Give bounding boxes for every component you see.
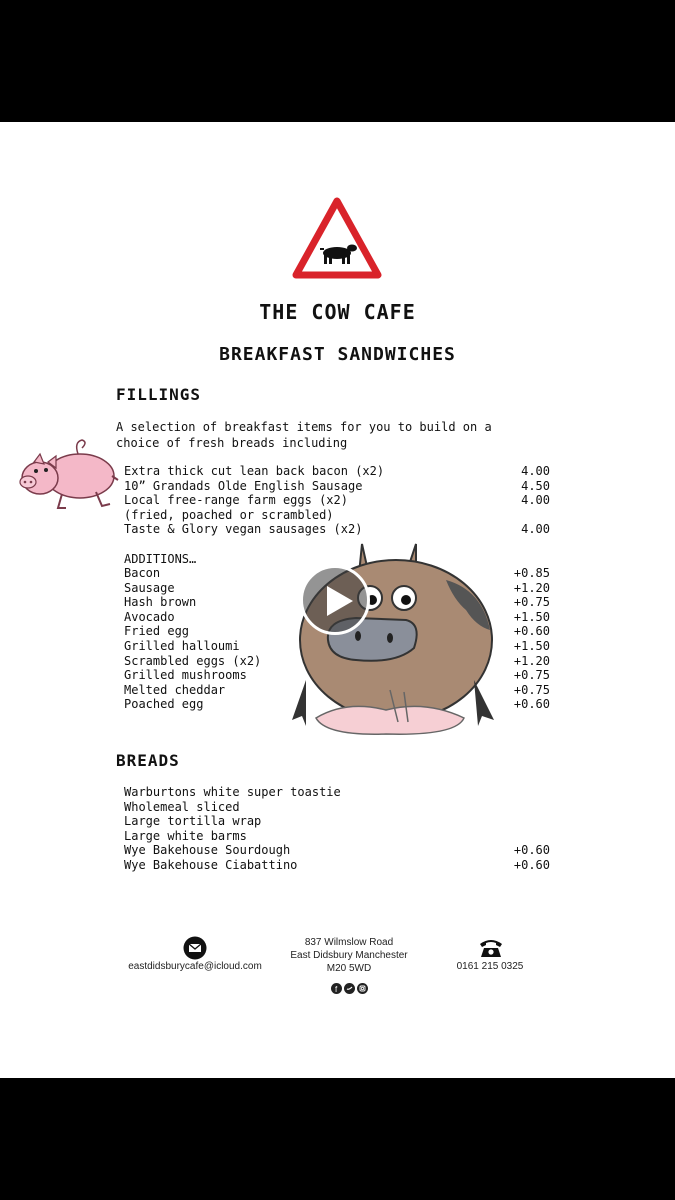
item-price: +0.75 [513,668,550,683]
item-price: +0.60 [513,858,550,872]
item-price: +0.85 [513,566,550,580]
item-price: 4.50 [521,478,550,493]
item-price: +1.50 [513,609,550,624]
item-name: Large tortilla wrap [124,814,262,829]
item-price: 4.00 [521,493,550,508]
menu-title: BREAKFAST SANDWICHES [219,344,456,365]
fillings-intro-line1: A selection of breakfast items for you to build on a [116,420,492,434]
item-name: Taste & Glory vegan sausages (x2) [124,522,363,537]
menu-row [124,654,550,669]
item-name: Hash brown [124,595,197,610]
menu-row [124,624,550,639]
twitter-icon[interactable] [344,983,355,994]
item-name: Local free-range farm eggs (x2) [124,493,348,508]
social-icons [331,983,371,995]
menu-row [124,683,550,698]
fillings-intro [116,419,536,451]
cow-warning-sign-icon [292,197,382,279]
menu-row [124,858,550,873]
menu-row [124,639,550,654]
item-price: +0.75 [513,595,550,610]
facebook-icon[interactable] [331,983,342,994]
menu-row [124,508,550,523]
menu-row [124,843,550,858]
email-text[interactable]: eastdidsburycafe@icloud.com [128,961,262,972]
address-line3: M20 5WD [326,963,372,974]
additions-heading-label: ADDITIONS… [124,552,197,566]
cafe-name: THE COW CAFE [259,300,416,324]
item-name: Extra thick cut lean back bacon (x2) [124,464,385,478]
item-name: Wye Bakehouse Ciabattino [124,858,298,872]
menu-row [124,464,550,479]
item-name: Wholemeal sliced [124,799,240,814]
svg-text:f: f [335,985,338,994]
telephone-icon [478,936,504,958]
item-price: +1.20 [513,580,550,595]
item-name: Bacon [124,566,161,580]
phone-text[interactable]: 0161 215 0325 [456,961,524,972]
fillings-intro-line2: choice of fresh breads including [116,436,348,450]
pig-illustration [12,436,120,514]
menu-row [124,800,550,815]
menu-row [124,522,550,537]
menu-row [124,668,550,683]
item-name: Wye Bakehouse Sourdough [124,843,291,858]
item-name: Large white barms [124,828,247,843]
address-line1: 837 Wilmslow Road [304,937,394,948]
item-name: Melted cheddar [124,682,226,697]
menu-row [124,595,550,610]
menu-row [124,610,550,625]
item-name: (fried, poached or scrambled) [124,507,334,522]
item-price: +1.50 [513,639,550,653]
fillings-heading: FILLINGS [116,385,202,404]
item-price: +0.60 [513,843,550,858]
item-name: Sausage [124,580,175,595]
breads-heading: BREADS [116,751,180,770]
menu-page [0,122,675,1078]
item-price: +1.20 [513,653,550,668]
menu-row [124,479,550,494]
address-block [264,936,434,975]
item-name: Grilled halloumi [124,639,240,653]
menu-row [124,785,550,800]
address-line2: East Didsbury Manchester [290,950,408,961]
instagram-icon[interactable] [357,983,368,994]
menu-row [124,581,550,596]
item-price: +0.75 [513,682,550,697]
item-name: Avocado [124,609,175,624]
menu-row [124,697,550,712]
item-name: Warburtons white super toastie [124,785,341,799]
item-price: +0.60 [513,624,550,639]
item-name: Scrambled eggs (x2) [124,653,262,668]
item-name: Fried egg [124,624,190,639]
menu-row [124,814,550,829]
item-name: Poached egg [124,697,204,712]
menu-row [124,829,550,844]
item-name: Grilled mushrooms [124,668,247,683]
item-price: +0.60 [513,697,550,712]
item-name: 10” Grandads Olde English Sausage [124,478,363,493]
envelope-icon [183,936,207,960]
item-price: 4.00 [521,464,550,478]
menu-row [124,493,550,508]
item-price: 4.00 [521,522,550,537]
menu-row [124,566,550,581]
